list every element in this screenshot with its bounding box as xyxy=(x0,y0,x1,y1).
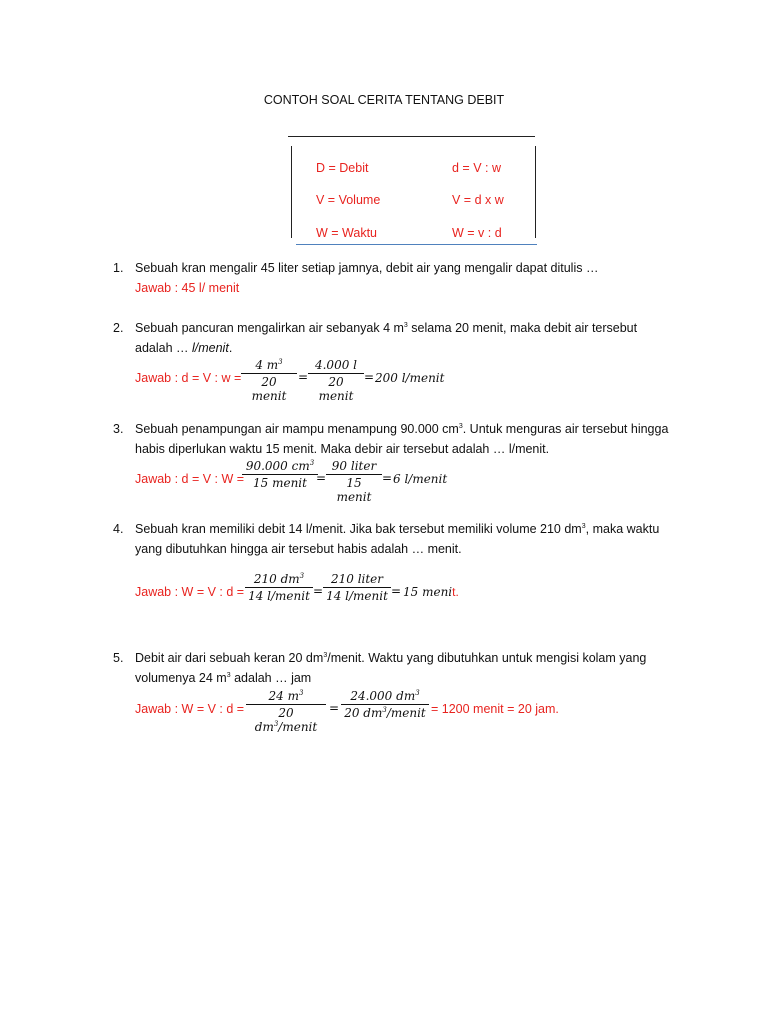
fraction-1: 90.000 $cm^3$ 15 menit xyxy=(242,459,318,490)
answer-label: Jawab : d = V : w = xyxy=(135,371,242,385)
formula-debit: d = V : w xyxy=(452,161,501,175)
answer-text: Jawab : 45 l/ menit xyxy=(135,281,240,295)
question-number: 2. xyxy=(113,321,124,335)
result: = 1200 menit = 20 jam. xyxy=(431,702,559,716)
equals-sign: = xyxy=(298,370,309,384)
fraction-2: 24.000 $dm^3$ 20 $dm^3$/menit xyxy=(341,689,429,720)
box-bottom-rule xyxy=(296,244,537,245)
box-right-rule xyxy=(535,146,536,238)
definition-volume: V = Volume xyxy=(316,193,381,207)
equals-sign: = xyxy=(313,584,324,598)
box-left-rule xyxy=(291,146,292,238)
question-text: Sebuah penampungan air mampu menampung 90.000 $cm^3$. Untuk menguras air tersebut hingga xyxy=(135,422,669,436)
question-text-line2: habis diperlukan waktu 15 menit. Maka debir air tersebut adalah … l/menit. xyxy=(135,442,550,456)
equals-sign: = xyxy=(316,471,327,485)
equals-sign: = xyxy=(364,370,375,384)
fraction-2: 90 liter 15 menit xyxy=(326,459,382,504)
question-text: Sebuah kran memiliki debit 14 l/menit. Jika bak tersebut memiliki volume 210 $dm^3$, maka waktu xyxy=(135,522,660,536)
definition-debit: D = Debit xyxy=(316,161,369,175)
equals-sign: = xyxy=(382,471,393,485)
page-title: CONTOH SOAL CERITA TENTANG DEBIT xyxy=(263,93,505,107)
answer-label: Jawab : W = V : d = xyxy=(135,702,245,716)
definition-waktu: W = Waktu xyxy=(316,226,378,240)
question-text-line2: adalah … l/menit. xyxy=(135,341,233,355)
answer-label: Jawab : d = V : W = xyxy=(135,472,245,486)
box-top-rule xyxy=(288,136,535,137)
question-text: Sebuah pancuran mengalirkan air sebanyak 4 $m^3$ selama 20 menit, maka debit air tersebut xyxy=(135,321,638,335)
result: 6 l/menit xyxy=(393,472,448,486)
result: 200 l/menit xyxy=(375,371,445,385)
fraction-1: 24 $m^3$ 20 $dm^3$/menit xyxy=(246,689,326,734)
equals-sign: = xyxy=(391,584,402,598)
equals-sign: = xyxy=(329,701,340,715)
fraction-2: 4.000 l 20 menit xyxy=(308,358,364,403)
question-number: 3. xyxy=(113,422,124,436)
question-text: Sebuah kran mengalir 45 liter setiap jamnya, debit air yang mengalir dapat ditulis … xyxy=(135,261,599,275)
question-text: Debit air dari sebuah keran 20 $dm^3$/menit. Waktu yang dibutuhkan untuk mengisi kolam yang xyxy=(135,651,647,665)
question-number: 1. xyxy=(113,261,124,275)
fraction-2: 210 liter 14 l/menit xyxy=(323,572,391,603)
fraction-1: 4 $m^3$ 20 menit xyxy=(241,358,297,403)
answer-label: Jawab : W = V : d = xyxy=(135,585,245,599)
question-text-line2: yang dibutuhkan hingga air tersebut habis adalah … menit. xyxy=(135,542,462,556)
fraction-1: 210 $dm^3$ 14 l/menit xyxy=(245,572,313,603)
question-number: 4. xyxy=(113,522,124,536)
formula-volume: V = d x w xyxy=(452,193,504,207)
result: 15 menit. xyxy=(403,585,459,599)
question-text-line2: volumenya 24 $m^3$ adalah … jam xyxy=(135,671,312,685)
formula-waktu: W = v : d xyxy=(452,226,502,240)
question-number: 5. xyxy=(113,651,124,665)
